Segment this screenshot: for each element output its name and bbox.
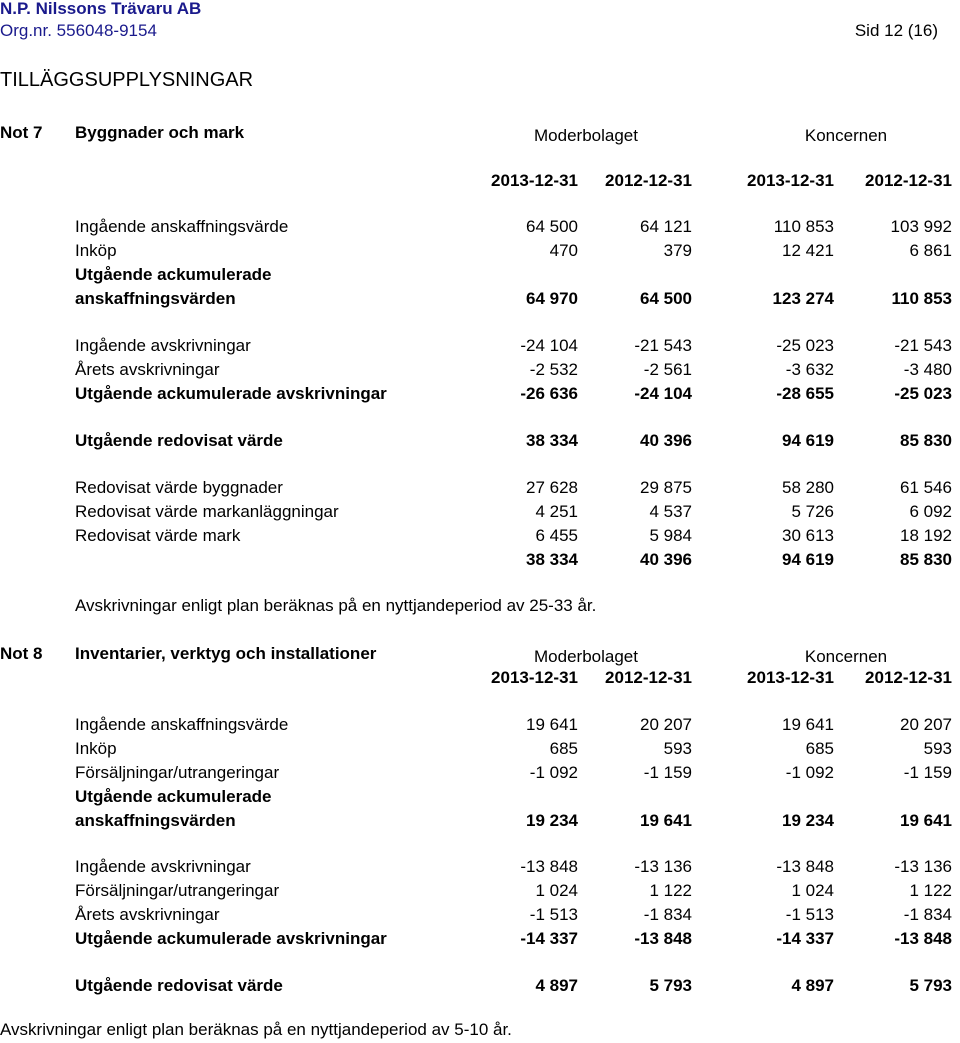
row-label: Utgående ackumulerade avskrivningar xyxy=(75,929,387,948)
row-value: 379 xyxy=(663,241,692,260)
row-label: anskaffningsvärden xyxy=(75,289,236,308)
row-value: 1 122 xyxy=(649,881,692,900)
note-8-group-parent: Moderbolaget xyxy=(534,647,638,666)
row-value: 85 830 xyxy=(900,431,952,450)
row-label: Årets avskrivningar xyxy=(75,905,220,924)
note-8-col-4: 2012-12-31 xyxy=(865,668,952,687)
row-value: -24 104 xyxy=(634,384,692,403)
row-value: 685 xyxy=(805,739,834,758)
row-value: 4 251 xyxy=(535,502,578,521)
row-value: -21 543 xyxy=(634,336,692,355)
row-value: 5 984 xyxy=(649,526,692,545)
row-value: 64 970 xyxy=(526,289,578,308)
row-value: 64 121 xyxy=(640,217,692,236)
row-label: Redovisat värde mark xyxy=(75,526,241,545)
row-label: Utgående ackumulerade xyxy=(75,787,272,806)
note-8-footnote: Avskrivningar enligt plan beräknas på en nyttjandeperiod av 5-10 år. xyxy=(0,1020,512,1039)
row-label: Ingående anskaffningsvärde xyxy=(75,217,289,236)
row-value: 110 853 xyxy=(773,217,834,236)
row-value: 110 853 xyxy=(891,289,952,308)
row-value: -14 337 xyxy=(520,929,578,948)
row-label: Ingående avskrivningar xyxy=(75,336,251,355)
row-value: 4 897 xyxy=(535,976,578,995)
row-value: -1 159 xyxy=(903,763,952,782)
row-value: 6 455 xyxy=(535,526,578,545)
row-value: 20 207 xyxy=(900,715,952,734)
row-value: -25 023 xyxy=(776,336,834,355)
row-label: Redovisat värde byggnader xyxy=(75,478,283,497)
row-value: 30 613 xyxy=(782,526,834,545)
row-value: -2 532 xyxy=(529,360,578,379)
row-value: 685 xyxy=(549,739,578,758)
note-7-footnote: Avskrivningar enligt plan beräknas på en nyttjandeperiod av 25-33 år. xyxy=(75,596,597,615)
row-value: 6 861 xyxy=(909,241,952,260)
row-value: -1 159 xyxy=(643,763,692,782)
row-value: 103 992 xyxy=(890,217,952,236)
row-value: 58 280 xyxy=(782,478,834,497)
row-value: 29 875 xyxy=(640,478,692,497)
row-value: 6 092 xyxy=(909,502,952,521)
row-value: 40 396 xyxy=(640,550,692,569)
row-value: 1 024 xyxy=(535,881,578,900)
row-label: Utgående redovisat värde xyxy=(75,431,283,450)
note-8-number: Not 8 xyxy=(0,644,43,663)
row-value: 18 192 xyxy=(900,526,952,545)
row-label: Försäljningar/utrangeringar xyxy=(75,763,280,782)
row-value: -1 513 xyxy=(785,905,834,924)
row-value: 19 234 xyxy=(782,811,834,830)
row-label: anskaffningsvärden xyxy=(75,811,236,830)
row-value: 12 421 xyxy=(782,241,834,260)
row-value: -1 513 xyxy=(529,905,578,924)
row-value: -3 632 xyxy=(785,360,834,379)
row-value: 593 xyxy=(663,739,692,758)
row-value: 1 024 xyxy=(791,881,834,900)
row-label: Inköp xyxy=(75,241,117,260)
row-label: Inköp xyxy=(75,739,117,758)
note-8-title: Inventarier, verktyg och installationer xyxy=(75,644,377,663)
row-value: 85 830 xyxy=(900,550,952,569)
page-number: Sid 12 (16) xyxy=(854,21,938,40)
note-7-col-2: 2012-12-31 xyxy=(605,171,692,190)
row-label: Ingående anskaffningsvärde xyxy=(75,715,289,734)
note-7-col-1: 2013-12-31 xyxy=(491,171,578,190)
row-value: 4 537 xyxy=(649,502,692,521)
row-value: 19 234 xyxy=(526,811,578,830)
row-value: -13 848 xyxy=(776,857,834,876)
row-value: 38 334 xyxy=(526,431,578,450)
row-value: 470 xyxy=(549,241,578,260)
company-name: N.P. Nilssons Trävaru AB xyxy=(0,0,202,18)
row-label: Utgående redovisat värde xyxy=(75,976,283,995)
row-value: -3 480 xyxy=(903,360,952,379)
row-value: 5 793 xyxy=(649,976,692,995)
row-value: -2 561 xyxy=(643,360,692,379)
row-label: Ingående avskrivningar xyxy=(75,857,251,876)
row-value: -1 834 xyxy=(643,905,692,924)
note-7-col-4: 2012-12-31 xyxy=(865,171,952,190)
row-value: 4 897 xyxy=(791,976,834,995)
row-value: -13 848 xyxy=(894,929,952,948)
row-value: 38 334 xyxy=(526,550,578,569)
row-value: -28 655 xyxy=(776,384,834,403)
note-7-title: Byggnader och mark xyxy=(75,123,245,142)
row-value: -13 848 xyxy=(520,857,578,876)
note-7-col-3: 2013-12-31 xyxy=(747,171,834,190)
row-value: 19 641 xyxy=(900,811,952,830)
document-title: TILLÄGGSUPPLYSNINGAR xyxy=(0,69,254,91)
row-value: -13 136 xyxy=(634,857,692,876)
note-8-group-consolidated: Koncernen xyxy=(804,647,888,666)
row-value: -13 136 xyxy=(894,857,952,876)
row-value: 64 500 xyxy=(526,217,578,236)
row-value: -24 104 xyxy=(520,336,578,355)
row-value: 593 xyxy=(923,739,952,758)
row-value: -13 848 xyxy=(634,929,692,948)
row-value: -1 834 xyxy=(903,905,952,924)
row-value: 5 793 xyxy=(909,976,952,995)
row-value: 123 274 xyxy=(772,289,834,308)
row-value: 64 500 xyxy=(640,289,692,308)
row-value: -21 543 xyxy=(894,336,952,355)
note-7-group-parent: Moderbolaget xyxy=(534,126,638,145)
note-8-col-2: 2012-12-31 xyxy=(605,668,692,687)
row-value: 40 396 xyxy=(640,431,692,450)
note-7-group-consolidated: Koncernen xyxy=(804,126,888,145)
note-8-col-1: 2013-12-31 xyxy=(491,668,578,687)
row-label: Utgående ackumulerade avskrivningar xyxy=(75,384,387,403)
row-value: 19 641 xyxy=(526,715,578,734)
row-value: 5 726 xyxy=(791,502,834,521)
row-value: -25 023 xyxy=(894,384,952,403)
row-value: -26 636 xyxy=(520,384,578,403)
row-value: 94 619 xyxy=(782,431,834,450)
row-label: Försäljningar/utrangeringar xyxy=(75,881,280,900)
row-value: 61 546 xyxy=(900,478,952,497)
row-value: -14 337 xyxy=(776,929,834,948)
note-7-number: Not 7 xyxy=(0,123,43,142)
row-value: -1 092 xyxy=(785,763,834,782)
org-number: Org.nr. 556048-9154 xyxy=(0,21,157,40)
row-label: Utgående ackumulerade xyxy=(75,265,272,284)
note-8-col-3: 2013-12-31 xyxy=(747,668,834,687)
row-value: 27 628 xyxy=(526,478,578,497)
row-value: 94 619 xyxy=(782,550,834,569)
row-value: 19 641 xyxy=(640,811,692,830)
row-value: 1 122 xyxy=(909,881,952,900)
row-label: Redovisat värde markanläggningar xyxy=(75,502,339,521)
row-value: 19 641 xyxy=(782,715,834,734)
row-value: 20 207 xyxy=(640,715,692,734)
row-label: Årets avskrivningar xyxy=(75,360,220,379)
row-value: -1 092 xyxy=(529,763,578,782)
